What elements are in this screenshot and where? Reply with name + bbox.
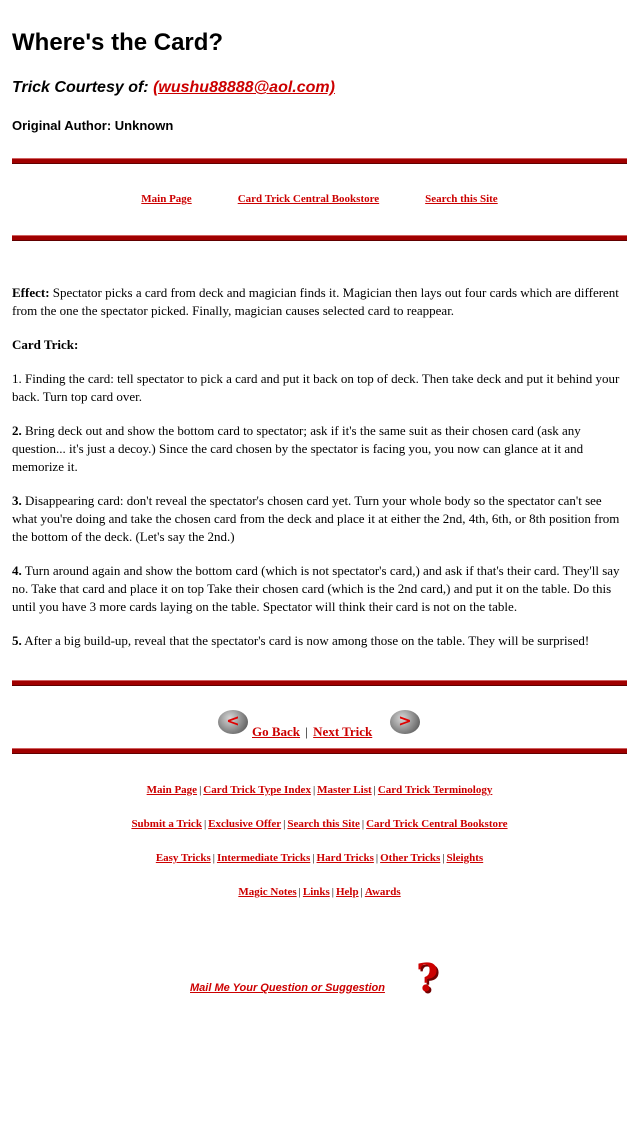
top-nav-search[interactable]: Search this Site xyxy=(425,193,498,205)
question-mark-icon[interactable]: ? xyxy=(416,955,439,1000)
original-author: Original Author: Unknown xyxy=(12,118,174,133)
footer-help[interactable]: Help xyxy=(335,886,359,898)
step-5-number: 5. xyxy=(12,633,22,648)
step-3-text: Disappearing card: don't reveal the spectator's chosen card yet. Turn your whole body so the spectator can't see what you're doing and take the chosen card from the deck and place it at either the 2nd, 4th, 6th, or 8th position from the bottom of the deck. (Let's say the 2nd.) xyxy=(12,493,620,544)
footer-exclusive-offer[interactable]: Exclusive Offer xyxy=(208,818,282,830)
courtesy-line xyxy=(12,78,627,98)
footer-separator: | xyxy=(442,852,445,864)
top-nav-main-page[interactable]: Main Page xyxy=(141,193,192,205)
divider-rule xyxy=(12,680,627,686)
footer-separator: | xyxy=(360,886,363,898)
pager-separator: | xyxy=(305,724,308,739)
footer-separator: | xyxy=(331,886,334,898)
footer-nav-row-3 xyxy=(12,852,627,864)
footer-nav-row-4 xyxy=(12,886,627,898)
footer-nav-row-1 xyxy=(12,784,627,796)
next-arrow-icon[interactable]: > xyxy=(390,710,420,734)
footer-separator: | xyxy=(312,784,316,796)
pager-links xyxy=(252,724,372,740)
footer-awards[interactable]: Awards xyxy=(364,886,401,898)
footer-separator: | xyxy=(199,784,202,796)
footer-separator: | xyxy=(312,852,315,864)
trick-content xyxy=(12,284,627,650)
footer-intermediate-tricks[interactable]: Intermediate Tricks xyxy=(216,852,311,864)
footer-card-trick-type-index[interactable]: Card Trick Type Index xyxy=(203,784,311,796)
step-4-text: Turn around again and show the bottom card (which is not spectator's card,) and ask if that's their card. They'll say no. Take that card and place it on top Take their chosen card (which is the 2nd card,) and put it on the table. Do this until you have 3 more cards laying on the table. Spectator will think their card is not on the table. xyxy=(12,563,620,614)
footer-separator: | xyxy=(212,852,215,864)
back-arrow-icon[interactable]: < xyxy=(218,710,248,734)
courtesy-label: Trick Courtesy of: xyxy=(12,79,149,96)
footer-hard-tricks[interactable]: Hard Tricks xyxy=(316,852,374,864)
top-nav xyxy=(12,192,627,206)
footer-separator: | xyxy=(203,818,207,830)
card-trick-label: Card Trick: xyxy=(12,337,79,352)
footer-main-page[interactable]: Main Page xyxy=(146,784,198,796)
footer-bookstore[interactable]: Card Trick Central Bookstore xyxy=(366,818,508,830)
footer-other-tricks[interactable]: Other Tricks xyxy=(380,852,441,864)
footer-separator: | xyxy=(375,852,379,864)
footer-easy-tricks[interactable]: Easy Tricks xyxy=(155,852,211,864)
footer-separator: | xyxy=(361,818,365,830)
mail-section xyxy=(12,950,627,1010)
footer-separator: | xyxy=(283,818,286,830)
step-1: 1. Finding the card: tell spectator to pick a card and put it back on top of deck. Then take deck and put it behind your back. Turn top card over. xyxy=(12,371,620,404)
step-5 xyxy=(12,632,627,650)
card-trick-heading xyxy=(12,336,627,354)
effect-label: Effect: xyxy=(12,285,50,300)
author-email-link[interactable]: (wushu88888@aol.com) xyxy=(153,79,335,96)
footer-search-this-site[interactable]: Search this Site xyxy=(287,818,360,830)
top-nav-bookstore[interactable]: Card Trick Central Bookstore xyxy=(237,193,380,205)
step-3-number: 3. xyxy=(12,493,22,508)
divider-rule xyxy=(12,235,627,241)
step-4 xyxy=(12,562,627,616)
effect-paragraph xyxy=(12,284,627,320)
step-5-text: After a big build-up, reveal that the spectator's card is now among those on the table. They will be surprised! xyxy=(24,633,590,648)
footer-card-trick-terminology[interactable]: Card Trick Terminology xyxy=(377,784,493,796)
footer-separator: | xyxy=(373,784,376,796)
divider-rule xyxy=(12,158,627,164)
pager xyxy=(12,710,627,744)
effect-text: Spectator picks a card from deck and magician finds it. Magician then lays out four cards which are different from the one the spectator picked. Finally, magician causes selected card to reappear. xyxy=(12,285,619,318)
step-2-number: 2. xyxy=(12,423,22,438)
step-2-text: Bring deck out and show the bottom card to spectator; ask if it's the same suit as their chosen card (ask any question... it's just a decoy.) Since the card chosen by the spectator is facing you, you now can glance at it and memorize it. xyxy=(12,423,584,474)
footer-sleights[interactable]: Sleights xyxy=(446,852,484,864)
footer-links[interactable]: Links xyxy=(302,886,330,898)
go-back-link[interactable]: Go Back xyxy=(252,724,301,739)
mail-suggestion-link[interactable]: Mail Me Your Question or Suggestion xyxy=(190,982,385,994)
next-trick-link[interactable]: Next Trick xyxy=(313,724,373,739)
footer-submit-a-trick[interactable]: Submit a Trick xyxy=(131,818,202,830)
footer-separator: | xyxy=(298,886,301,898)
step-4-number: 4. xyxy=(12,563,22,578)
footer-nav-row-2 xyxy=(12,818,627,830)
step-3 xyxy=(12,492,627,546)
step-2 xyxy=(12,422,627,476)
divider-rule xyxy=(12,748,627,754)
footer-master-list[interactable]: Master List xyxy=(317,784,372,796)
page-title: Where's the Card? xyxy=(12,29,224,56)
footer-magic-notes[interactable]: Magic Notes xyxy=(238,886,297,898)
